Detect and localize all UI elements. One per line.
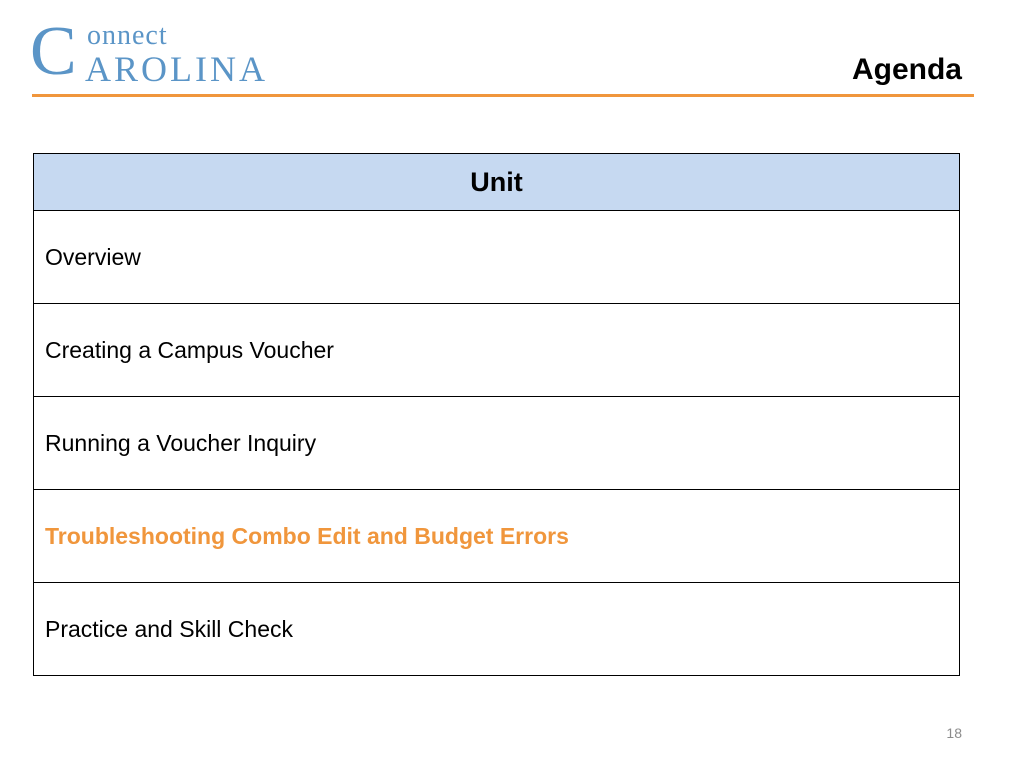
logo-bottom-text: AROLINA bbox=[85, 49, 268, 89]
table-row bbox=[34, 211, 960, 304]
logo-initial: C bbox=[30, 13, 77, 90]
agenda-item: Practice and Skill Check bbox=[34, 583, 960, 676]
unit-column-header: Unit bbox=[34, 154, 960, 211]
agenda-item: Creating a Campus Voucher bbox=[34, 304, 960, 397]
page-number: 18 bbox=[946, 725, 962, 741]
logo-top-text: onnect bbox=[87, 20, 168, 51]
table-header-row bbox=[34, 154, 960, 211]
agenda-item: Overview bbox=[34, 211, 960, 304]
slide-title: Agenda bbox=[851, 53, 962, 86]
table-row bbox=[34, 490, 960, 583]
table-row bbox=[34, 397, 960, 490]
table-row bbox=[34, 304, 960, 397]
agenda-item: Running a Voucher Inquiry bbox=[34, 397, 960, 490]
agenda-table bbox=[33, 153, 960, 676]
header-divider bbox=[32, 94, 974, 97]
agenda-item-current: Troubleshooting Combo Edit and Budget Errors bbox=[34, 490, 960, 583]
table-row bbox=[34, 583, 960, 676]
connect-carolina-logo bbox=[30, 13, 310, 90]
